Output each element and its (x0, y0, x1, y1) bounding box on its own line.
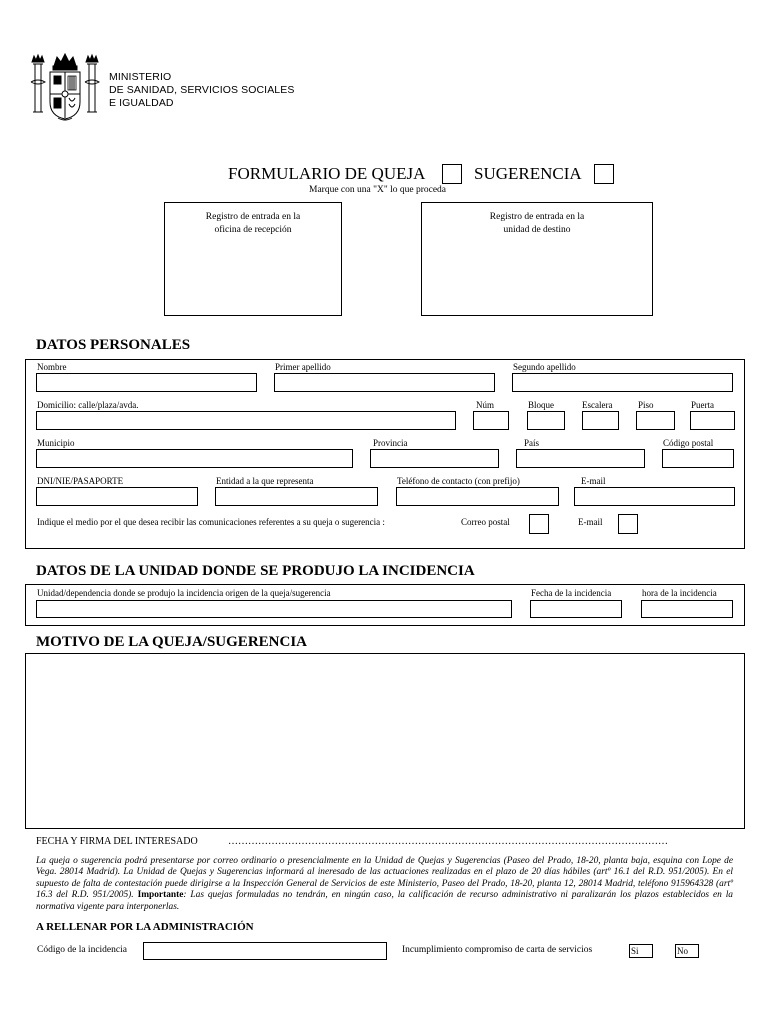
firma-dots-line[interactable]: …………………………………………………………………………………………………………………… (228, 836, 668, 847)
bloque-label: Bloque (528, 400, 554, 410)
si-checkbox[interactable] (629, 944, 653, 958)
medio-email-checkbox[interactable] (618, 514, 638, 534)
legal-note-part2: : Las quejas formuladas no tendrán, en ningún caso, la calificación de recurso administrativo ni paralizarán los plazos establecidos en la normativa vigente para interponerlas. (36, 890, 733, 912)
registro-recepcion-box[interactable] (164, 202, 342, 316)
codigo-postal-field[interactable] (662, 449, 734, 468)
sugerencia-checkbox[interactable] (594, 164, 614, 184)
hora-incidencia-label: hora de la incidencia (642, 588, 717, 598)
codigo-postal-label: Código postal (663, 438, 714, 448)
legal-note-important: Importante (137, 890, 184, 901)
nombre-label: Nombre (37, 362, 67, 372)
unidad-label: Unidad/dependencia donde se produjo la incidencia origen de la queja/sugerencia (37, 588, 331, 598)
ministry-line-3: E IGUALDAD (109, 97, 174, 109)
administracion-title: A RELLENAR POR LA ADMINISTRACIÓN (36, 921, 254, 933)
registro-destino-line-2: unidad de destino (503, 225, 571, 235)
queja-checkbox[interactable] (442, 164, 462, 184)
segundo-apellido-field[interactable] (512, 373, 733, 392)
si-label: Si (631, 946, 639, 956)
piso-label: Piso (638, 400, 654, 410)
firma-label: FECHA Y FIRMA DEL INTERESADO (36, 836, 198, 847)
provincia-label: Provincia (373, 438, 408, 448)
datos-unidad-title: DATOS DE LA UNIDAD DONDE SE PRODUJO LA INCIDENCIA (36, 563, 475, 579)
unidad-field[interactable] (36, 600, 512, 618)
telefono-field[interactable] (396, 487, 559, 506)
email-field[interactable] (574, 487, 735, 506)
domicilio-label: Domicilio: calle/plaza/avda. (37, 400, 139, 410)
entidad-field[interactable] (215, 487, 378, 506)
registro-recepcion-line-1: Registro de entrada en la (205, 212, 301, 222)
pais-label: País (524, 438, 540, 448)
codigo-incidencia-label: Código de la incidencia (37, 945, 127, 955)
puerta-field[interactable] (690, 411, 735, 430)
num-label: Núm (476, 400, 494, 410)
segundo-apellido-label: Segundo apellido (513, 362, 576, 372)
motivo-textarea[interactable] (25, 653, 745, 829)
incumplimiento-label: Incumplimiento compromiso de carta de servicios (402, 945, 593, 955)
medio-comunicacion-text: Indique el medio por el que desea recibir las comunicaciones referentes a su queja o sugerencia : (37, 517, 385, 527)
ministry-line-1: MINISTERIO (109, 71, 172, 83)
dni-field[interactable] (36, 487, 198, 506)
registro-destino-line-1: Registro de entrada en la (489, 212, 585, 222)
form-instruction: Marque con una "X" lo que proceda (309, 185, 447, 195)
codigo-incidencia-field[interactable] (143, 942, 387, 960)
registro-destino-box[interactable] (421, 202, 653, 316)
no-label: No (677, 946, 688, 956)
primer-apellido-field[interactable] (274, 373, 495, 392)
correo-postal-checkbox[interactable] (529, 514, 549, 534)
email-label: E-mail (581, 476, 606, 486)
telefono-label: Teléfono de contacto (con prefijo) (397, 476, 520, 486)
registro-recepcion-line-2: oficina de recepción (214, 225, 292, 235)
piso-field[interactable] (636, 411, 675, 430)
hora-incidencia-field[interactable] (641, 600, 733, 618)
form-title-queja: FORMULARIO DE QUEJA (228, 164, 426, 183)
ministry-line-2: DE SANIDAD, SERVICIOS SOCIALES (109, 84, 295, 96)
fecha-incidencia-label: Fecha de la incidencia (531, 588, 612, 598)
coat-of-arms-logo (28, 52, 102, 122)
primer-apellido-label: Primer apellido (275, 362, 331, 372)
legal-note (36, 856, 733, 913)
no-checkbox[interactable] (675, 944, 699, 958)
municipio-label: Municipio (37, 438, 75, 448)
entidad-label: Entidad a la que representa (216, 476, 314, 486)
ministry-name (109, 71, 294, 110)
bloque-field[interactable] (527, 411, 565, 430)
fecha-incidencia-field[interactable] (530, 600, 622, 618)
escalera-field[interactable] (582, 411, 619, 430)
num-field[interactable] (473, 411, 509, 430)
correo-postal-label: Correo postal (461, 517, 510, 527)
domicilio-field[interactable] (36, 411, 456, 430)
escalera-label: Escalera (582, 400, 613, 410)
dni-label: DNI/NIE/PASAPORTE (37, 476, 124, 486)
municipio-field[interactable] (36, 449, 353, 468)
medio-email-label: E-mail (578, 517, 603, 527)
puerta-label: Puerta (691, 400, 714, 410)
pais-field[interactable] (516, 449, 645, 468)
legal-note-part1: La queja o sugerencia podrá presentarse por correo ordinario o presencialmente en la Unidad de Quejas y Sugerencias (Paseo del Prado, 18-20, planta baja, esquina con Lope de Vega. 28014 Madrid). La Unidad de Quejas y Sugerencias informará al ineresado de las actuaciones realizadas en el plazo de 20 días hábiles (artº 16.1 del R.D. 951/2005). En el supuesto de falta de contestación puede dirigirse a la Inspección General de Servicios de este Ministerio, Paseo del Prado, 18-20, planta 12, 28014 Madrid, teléfono 915964328 (artº 16.3 del R.D. 951/2005). (36, 856, 733, 901)
motivo-title: MOTIVO DE LA QUEJA/SUGERENCIA (36, 634, 307, 650)
nombre-field[interactable] (36, 373, 257, 392)
provincia-field[interactable] (370, 449, 499, 468)
form-title-sugerencia: SUGERENCIA (474, 164, 582, 183)
datos-personales-title: DATOS PERSONALES (36, 337, 191, 353)
